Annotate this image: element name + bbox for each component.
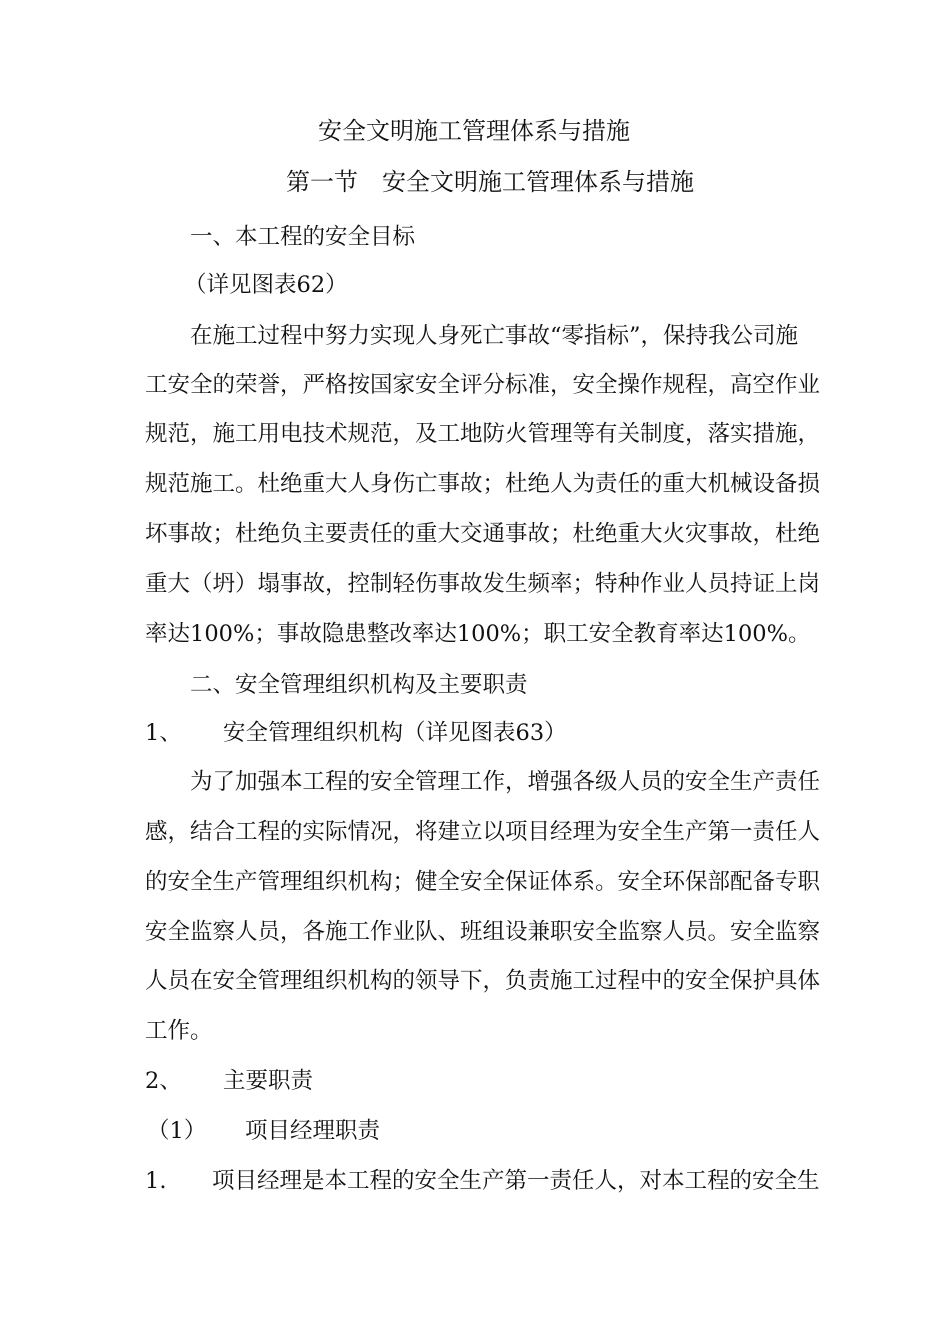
paragraph-line: 规范，施工用电技术规范，及工地防火管理等有关制度，落实措施，	[145, 421, 821, 447]
document-title: 安全文明施工管理体系与措施	[318, 117, 630, 145]
paragraph-line: 工安全的荣誉，严格按国家安全评分标准，安全操作规程，高空作业	[145, 372, 821, 398]
list-item-number: （1）	[147, 1118, 207, 1144]
section-title: 第一节 安全文明施工管理体系与措施	[286, 168, 694, 196]
list-item-text: 主要职责	[223, 1068, 314, 1094]
figure-reference-62: （详见图表62）	[184, 272, 348, 298]
paragraph-line: 重大（坍）塌事故，控制轻伤事故发生频率；特种作业人员持证上岗	[145, 571, 821, 597]
paragraph-line: 人员在安全管理组织机构的领导下，负责施工过程中的安全保护具体	[145, 968, 821, 994]
heading-safety-goal: 一、本工程的安全目标	[190, 224, 416, 250]
paragraph-line: 率达100%；事故隐患整改率达100%；职工安全教育率达100%。	[145, 621, 811, 647]
list-item-number: 1、	[145, 720, 182, 746]
paragraph-line: 在施工过程中努力实现人身死亡事故“零指标”，保持我公司施	[190, 323, 799, 349]
heading-safety-organization: 二、安全管理组织机构及主要职责	[190, 672, 528, 698]
paragraph-line: 工作。	[145, 1018, 213, 1044]
paragraph-line: 的安全生产管理组织机构；健全安全保证体系。安全环保部配备专职	[145, 869, 821, 895]
list-item-number: 2、	[145, 1068, 182, 1094]
list-item-text: 项目经理职责	[245, 1118, 381, 1144]
paragraph-line: 为了加强本工程的安全管理工作，增强各级人员的安全生产责任	[190, 769, 821, 795]
paragraph-line: 规范施工。杜绝重大人身伤亡事故；杜绝人为责任的重大机械设备损	[145, 471, 821, 497]
paragraph-line: 安全监察人员，各施工作业队、班组设兼职安全监察人员。安全监察	[145, 919, 821, 945]
list-item-text: 安全管理组织机构（详见图表63）	[223, 720, 567, 746]
paragraph-line: 感，结合工程的实际情况，将建立以项目经理为安全生产第一责任人	[145, 819, 821, 845]
list-item-number: 1.	[145, 1168, 167, 1194]
list-item-text: 项目经理是本工程的安全生产第一责任人，对本工程的安全生	[212, 1168, 820, 1194]
paragraph-line: 坏事故；杜绝负主要责任的重大交通事故；杜绝重大火灾事故，杜绝	[145, 521, 821, 547]
